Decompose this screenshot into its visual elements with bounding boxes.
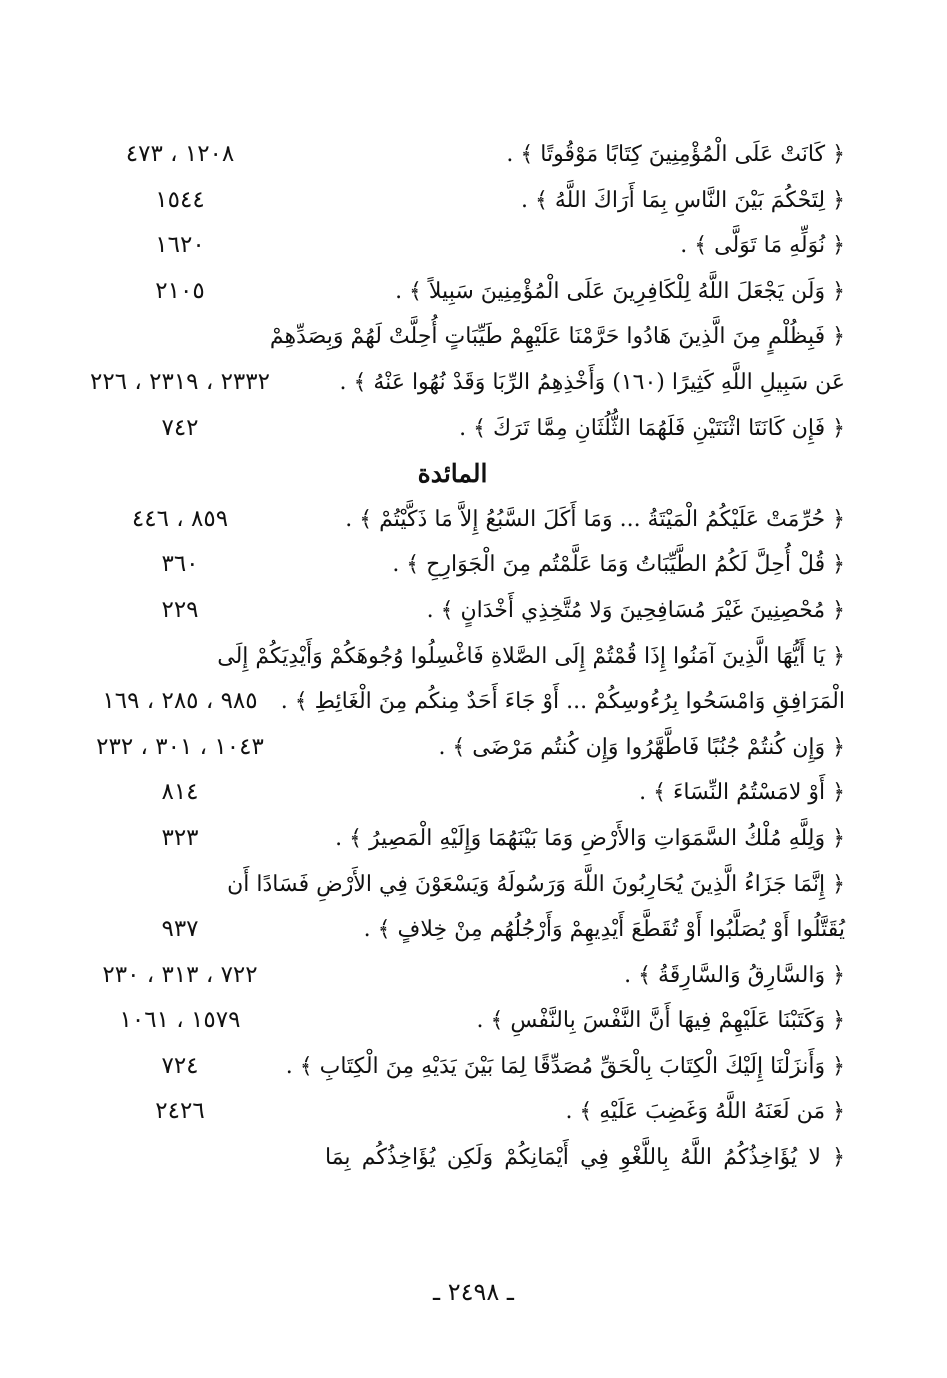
reference-numbers: ٢٢٩: [161, 596, 199, 623]
verse-text: ﴿ كَانَتْ عَلَى الْمُؤْمِنِينَ كِتَابًا مَوْقُوتًا ﴾ .: [506, 142, 845, 167]
reference-numbers: ٢١٠٥: [155, 277, 205, 304]
reference-numbers: ٣٦٠: [161, 551, 199, 578]
index-row: [60, 770, 845, 816]
reference-numbers: ٨٥٩ ، ٤٤٦: [131, 505, 229, 532]
index-row: [60, 314, 845, 360]
verse-text: ﴿ قُلْ أُحِلَّ لَكُمُ الطَّيِّبَاتُ وَمَا عَلَّمْتُم مِنَ الْجَوَارِحِ ﴾ .: [392, 552, 845, 578]
verse-text: ﴿ وَلَن يَجْعَلَ اللَّهُ لِلْكَافِرِينَ عَلَى الْمُؤْمِنِينَ سَبِيلاً ﴾ .: [395, 278, 845, 304]
index-row: [60, 953, 845, 999]
index-row: [60, 816, 845, 862]
verse-text: يُقَتَّلُوا أَوْ يُصَلَّبُوا أَوْ تُقَطَّعَ أَيْدِيهِمْ وَأَرْجُلُهُم مِنْ خِلافٍ ﴾ .: [363, 917, 845, 943]
verse-text: ﴿ لِتَحْكُمَ بَيْنَ النَّاسِ بِمَا أَرَاكَ اللَّهُ ﴾ .: [521, 187, 845, 213]
index-row: [60, 223, 845, 269]
verse-index-list: [60, 132, 845, 1181]
reference-numbers: ٢٣٣٢ ، ٢٣١٩ ، ٢٢٦: [90, 368, 270, 395]
reference-numbers: ١٢٠٨ ، ٤٧٣: [125, 141, 235, 167]
index-row: [60, 907, 845, 953]
verse-text: ﴿ وَلِلَّهِ مُلْكُ السَّمَوَاتِ وَالأَرْضِ وَمَا بَيْنَهُمَا وَإِلَيْهِ الْمَصِيرُ ﴾ .: [335, 825, 845, 851]
reference-numbers: ٣٢٣: [161, 824, 199, 851]
index-row: [60, 178, 845, 224]
index-row: [60, 998, 845, 1044]
verse-text: ﴿ لا يُؤَاخِذُكُمُ اللَّهُ بِاللَّغْوِ فِي أَيْمَانِكُمْ وَلَكِن يُؤَاخِذُكُم بِمَا: [325, 1145, 845, 1171]
index-row: [60, 360, 845, 406]
index-row: [60, 679, 845, 725]
verse-text: ﴿ نُوَلِّهِ مَا تَوَلَّى ﴾ .: [680, 233, 845, 259]
verse-text: ﴿ وَالسَّارِقُ وَالسَّارِقَةُ ﴾ .: [624, 962, 845, 988]
verse-text: ﴿ مَن لَعَنَهُ اللَّهُ وَغَضِبَ عَلَيْهِ ﴾ .: [565, 1099, 845, 1125]
index-row: [60, 132, 845, 178]
index-row: [60, 862, 845, 908]
page-number: ـ ٢٤٩٨ ـ: [433, 1278, 514, 1306]
verse-text: ﴿ أَوْ لامَسْتُمُ النِّسَاءَ ﴾ .: [639, 780, 845, 806]
index-row: [60, 269, 845, 315]
reference-numbers: ٧٤٢: [161, 414, 199, 441]
reference-numbers: ٨١٤: [161, 779, 199, 806]
index-row: [60, 634, 845, 680]
reference-numbers: ١٦٢٠: [155, 232, 205, 259]
verse-text: ﴿ فَبِظُلْمٍ مِنَ الَّذِينَ هَادُوا حَرَّمْنَا عَلَيْهِمْ طَيِّبَاتٍ أُحِلَّتْ لَهُمْ وَبِصَدِّهِمْ: [269, 324, 845, 350]
verse-text: ﴿ وَإِن كُنتُمْ جُنُبًا فَاطَّهَّرُوا وَإِن كُنتُم مَرْضَى ﴾ .: [438, 734, 845, 760]
index-row: [60, 588, 845, 634]
index-row: [60, 1135, 845, 1181]
index-row: [60, 542, 845, 588]
reference-numbers: ١٥٧٩ ، ١٠٦١: [119, 1007, 241, 1034]
verse-text: ﴿ فَإِن كَانَتَا اثْنَتَيْنِ فَلَهُمَا الثُّلُثَانِ مِمَّا تَرَكَ ﴾ .: [459, 415, 845, 441]
verse-text: ﴿ وَأَنزَلْنَا إِلَيْكَ الْكِتَابَ بِالْحَقِّ مُصَدِّقًا لِمَا بَيْنَ يَدَيْهِ مِنَ الْكِتَابِ ﴾ .: [285, 1053, 845, 1079]
index-row: [60, 497, 845, 543]
verse-text: عَن سَبِيلِ اللَّهِ كَثِيرًا (١٦٠) وَأَخْذِهِمُ الرِّبَا وَقَدْ نُهُوا عَنْهُ ﴾ .: [339, 369, 845, 395]
verse-text: ﴿ مُحْصِنِينَ غَيْرَ مُسَافِحِينَ وَلا مُتَّخِذِي أَخْدَانٍ ﴾ .: [426, 597, 845, 623]
verse-text: ﴿ إِنَّمَا جَزَاءُ الَّذِينَ يُحَارِبُونَ اللَّهَ وَرَسُولَهُ وَيَسْعَوْنَ فِي الأَرْضِ فَسَادًا أَن: [227, 871, 845, 897]
reference-numbers: ٩٣٧: [161, 916, 199, 943]
section-heading: المائدة: [417, 459, 488, 489]
section-heading-row: [60, 451, 845, 497]
index-row: [60, 725, 845, 771]
reference-numbers: ١٠٤٣ ، ٣٠١ ، ٢٣٢: [96, 733, 264, 760]
verse-text: ﴿ يَا أَيُّهَا الَّذِينَ آمَنُوا إِذَا قُمْتُمْ إِلَى الصَّلاةِ فَاغْسِلُوا وُجُوهَكُمْ وَأَيْدِيَكُمْ إِلَى: [217, 643, 845, 669]
index-row: [60, 1044, 845, 1090]
reference-numbers: ٧٢٢ ، ٣١٣ ، ٢٣٠: [102, 961, 258, 988]
index-row: [60, 406, 845, 452]
verse-text: ﴿ حُرِّمَتْ عَلَيْكُمُ الْمَيْتَةُ ... وَمَا أَكَلَ السَّبُعُ إِلاَّ مَا ذَكَّيْتُمْ ﴾ .: [345, 506, 845, 532]
index-row: [60, 1089, 845, 1135]
reference-numbers: ٩٨٥ ، ٢٨٥ ، ١٦٩: [102, 688, 258, 715]
verse-text: ﴿ وَكَتَبْنَا عَلَيْهِمْ فِيهَا أَنَّ النَّفْسَ بِالنَّفْسِ ﴾ .: [476, 1008, 845, 1034]
reference-numbers: ١٥٤٤: [155, 186, 205, 213]
reference-numbers: ٢٤٢٦: [155, 1098, 205, 1125]
verse-text: الْمَرَافِقِ وَامْسَحُوا بِرُءُوسِكُمْ ... أَوْ جَاءَ أَحَدٌ مِنكُم مِنَ الْغَائِطِ ﴾ .: [280, 689, 845, 715]
reference-numbers: ٧٢٤: [161, 1052, 199, 1079]
